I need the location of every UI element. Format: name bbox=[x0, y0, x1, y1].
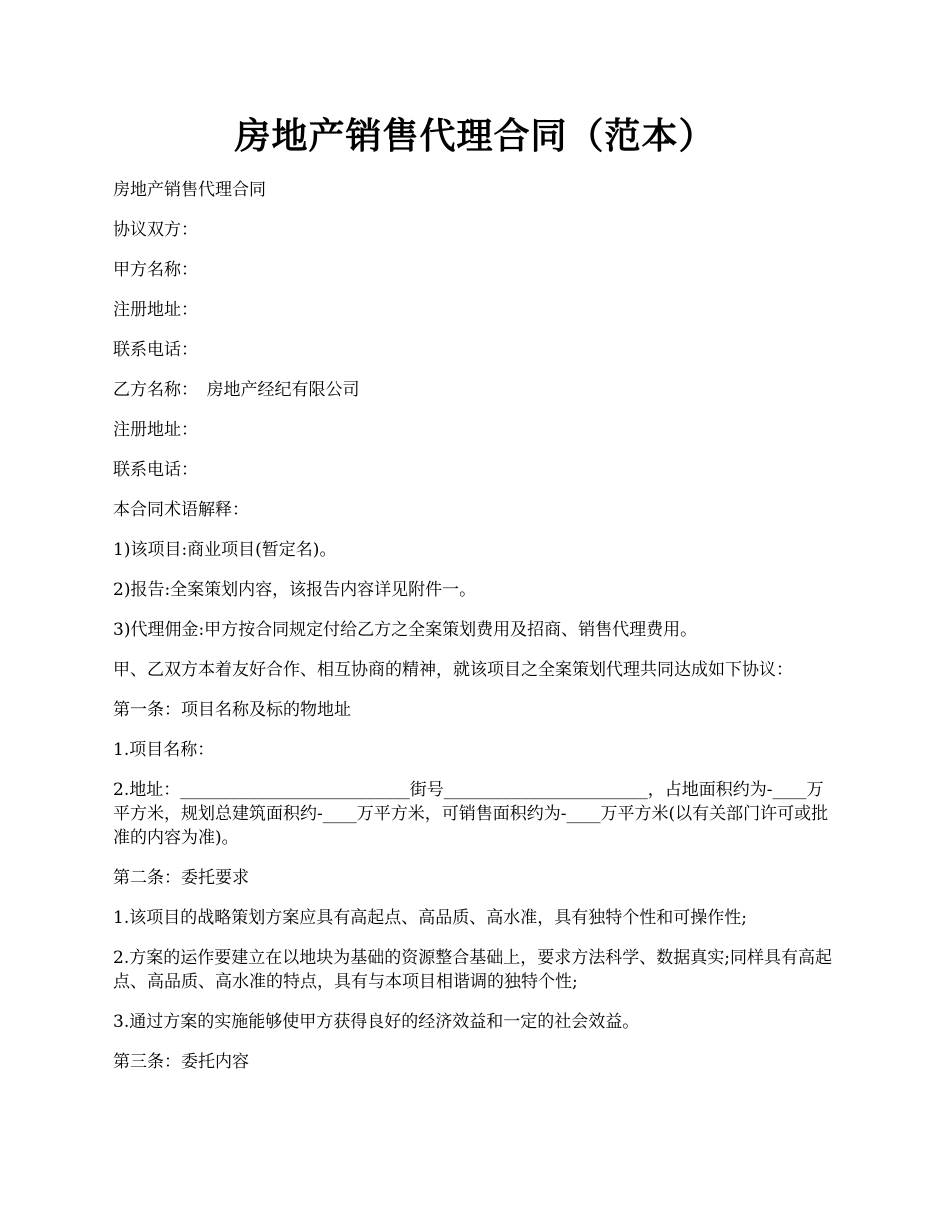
paragraph-party-b-phone: 联系电话： bbox=[113, 460, 198, 480]
paragraph-contract-name: 房地产销售代理合同 bbox=[113, 180, 266, 200]
paragraph-article-1-heading: 第一条：项目名称及标的物地址 bbox=[113, 700, 351, 720]
paragraph-term-1: 1)该项目:商业项目(暂定名)。 bbox=[113, 540, 337, 560]
document-title: 房地产销售代理合同（范本） bbox=[234, 115, 716, 157]
paragraph-agreement-intro: 甲、乙双方本着友好合作、相互协商的精神，就该项目之全案策划代理共同达成如下协议： bbox=[113, 660, 793, 680]
paragraph-party-a-name: 甲方名称： bbox=[113, 260, 198, 280]
paragraph-requirement-1: 1.该项目的战略策划方案应具有高起点、高品质、高水准，具有独特个性和可操作性; bbox=[113, 908, 747, 928]
paragraph-party-b-name: 乙方名称： 房地产经纪有限公司 bbox=[113, 380, 360, 400]
paragraph-article-3-heading: 第三条：委托内容 bbox=[113, 1052, 249, 1072]
paragraph-terms-heading: 本合同术语解释： bbox=[113, 500, 249, 520]
paragraph-term-2: 2)报告:全案策划内容，该报告内容详见附件一。 bbox=[113, 580, 477, 600]
paragraph-term-3: 3)代理佣金:甲方按合同规定付给乙方之全案策划费用及招商、销售代理费用。 bbox=[113, 620, 698, 640]
paragraph-party-a-address: 注册地址： bbox=[113, 300, 198, 320]
paragraph-project-name: 1.项目名称： bbox=[113, 740, 215, 760]
paragraph-parties-heading: 协议双方： bbox=[113, 220, 198, 240]
paragraph-article-2-heading: 第二条：委托要求 bbox=[113, 868, 249, 888]
paragraph-project-address: 2.地址：___________________________街号________________________，占地面积约为-____万平方米，规划总建筑面积约-____万平方米，可销售面积约为-____万平方米(以有关部门许可或批准的内容为准)。 bbox=[113, 780, 829, 848]
paragraph-requirement-2: 2.方案的运作要建立在以地块为基础的资源整合基础上，要求方法科学、数据真实;同样具有高起点、高品质、高水准的特点，具有与本项目相谐调的独特个性; bbox=[113, 948, 832, 992]
paragraph-party-b-address: 注册地址： bbox=[113, 420, 198, 440]
paragraph-party-a-phone: 联系电话： bbox=[113, 340, 198, 360]
paragraph-requirement-3: 3.通过方案的实施能够使甲方获得良好的经济效益和一定的社会效益。 bbox=[113, 1012, 640, 1032]
document-body bbox=[113, 178, 838, 1090]
